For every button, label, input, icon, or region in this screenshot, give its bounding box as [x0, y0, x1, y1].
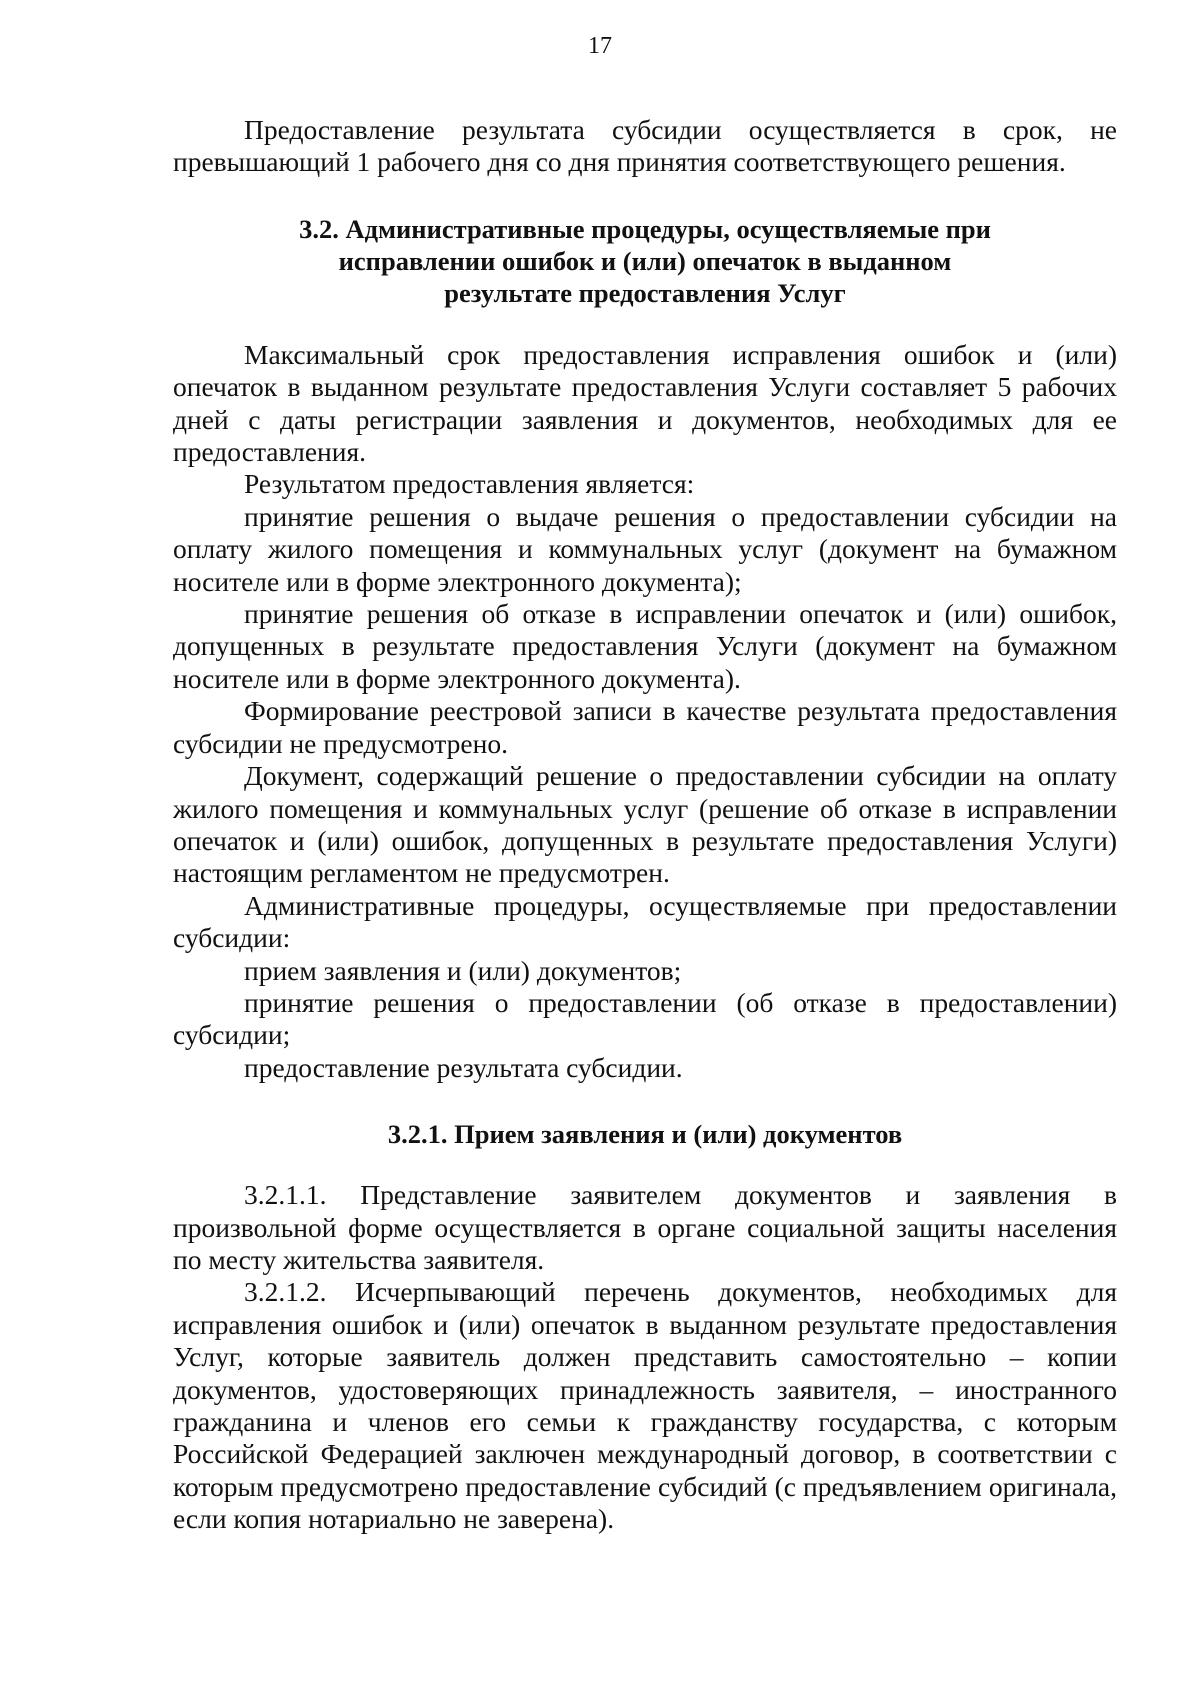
section-heading-line: 3.2. Административные процедуры, осуществляемые при: [299, 213, 991, 244]
paragraph: 3.2.1.2. Исчерпывающий перечень документов, необходимых для исправления ошибок и (или) опечаток в выданном результате предоставления Услуг, которые заявитель должен представить самостоятельно – копии документов, удостоверяющих принадлежность заявителя, – иностранного гражданина и членов его семьи к гражданству государства, с которым Российской Федерацией заключен международный договор, в соответствии с которым предусмотрено предоставление субсидий (с предъявлением оригинала, если копия нотариально не заверена).: [173, 1276, 1117, 1535]
paragraph: Результатом предоставления является:: [244, 468, 695, 500]
paragraph: Административные процедуры, осуществляемые при предоставлении субсидии:: [173, 889, 1117, 954]
paragraph: принятие решения об отказе в исправлении опечаток и (или) ошибок, допущенных в результате предоставления Услуги (документ на бумажном носителе или в форме электронного документа).: [173, 598, 1117, 694]
paragraph: прием заявления и (или) документов;: [244, 954, 682, 986]
paragraph: Максимальный срок предоставления исправления ошибок и (или) опечаток в выданном результате предоставления Услуги составляет 5 рабочих дней с даты регистрации заявления и документов, необходимых для ее предоставления.: [173, 338, 1117, 468]
paragraph: Предоставление результата субсидии осуществляется в срок, не превышающий 1 рабочего дня со дня принятия соответствующего решения.: [173, 114, 1117, 178]
section-heading-line: результате предоставления Услуг: [444, 277, 846, 308]
paragraph: предоставление результата субсидии.: [244, 1051, 683, 1083]
section-heading-3-2-1: 3.2.1. Прием заявления и (или) документов: [387, 1119, 903, 1150]
paragraph: 3.2.1.1. Представление заявителем документов и заявления в произвольной форме осуществляется в органе социальной защиты населения по месту жительства заявителя.: [173, 1179, 1117, 1275]
document-body: [173, 114, 1117, 1536]
paragraph: Документ, содержащий решение о предоставлении субсидии на оплату жилого помещения и коммунальных услуг (решение об отказе в исправлении опечаток и (или) ошибок, допущенных в результате предоставления Услуги) настоящим регламентом не предусмотрен.: [173, 760, 1117, 889]
section-heading-3-2: [173, 213, 1117, 309]
section-heading-line: исправлении ошибок и (или) опечаток в выданном: [338, 245, 952, 276]
paragraph: принятие решения о выдаче решения о предоставлении субсидии на оплату жилого помещения и коммунальных услуг (документ на бумажном носителе или в форме электронного документа);: [173, 500, 1117, 597]
paragraph: Формирование реестровой записи в качестве результата предоставления субсидии не предусмотрено.: [173, 695, 1117, 759]
paragraph: принятие решения о предоставлении (об отказе в предоставлении) субсидии;: [173, 986, 1117, 1051]
page-number: 17: [588, 33, 612, 59]
